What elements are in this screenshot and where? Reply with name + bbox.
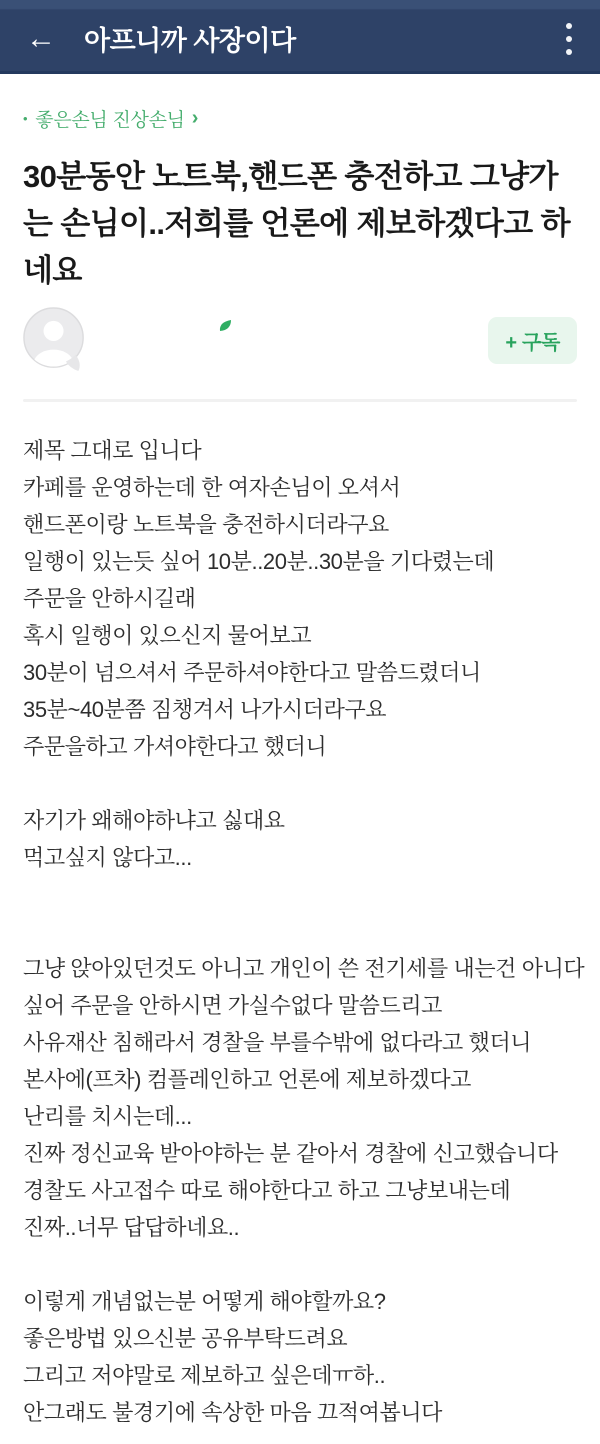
body-line: 경찰도 사고접수 따로 해야한다고 하고 그냥보내는데 (23, 1178, 511, 1203)
board-breadcrumb[interactable] (23, 105, 198, 132)
divider (23, 399, 577, 402)
post-title: 30분동안 노트북,핸드폰 충전하고 그냥가는 손님이..저희를 언론에 제보하겠다고 하네요 (23, 159, 570, 288)
body-line: 자기가 왜해야하냐고 싫대요 (23, 808, 285, 833)
post-body (23, 432, 585, 1431)
body-line: 핸드폰이랑 노트북을 충전하시더라구요 (23, 512, 389, 537)
body-line: 카페를 운영하는데 한 여자손님이 오셔서 (23, 475, 401, 500)
body-line: 그리고 저야말로 제보하고 싶은데ㅠ하.. (23, 1363, 386, 1388)
body-line: 일행이 있는듯 싶어 10분..20분..30분을 기다렸는데 (23, 549, 495, 574)
back-button[interactable] (22, 22, 60, 56)
body-line: 본사에(프차) 컴플레인하고 언론에 제보하겠다고 (23, 1067, 472, 1092)
avatar (23, 307, 86, 373)
body-line: 그냥 앉아있던것도 아니고 개인이 쓴 전기세를 내는건 아니다 (23, 956, 585, 981)
body-line: 좋은방법 있으신분 공유부탁드려요 (23, 1326, 348, 1351)
author-row (23, 307, 577, 373)
back-icon: ← (26, 21, 56, 55)
app-header (0, 0, 600, 74)
body-line: 진짜 정신교육 받아야하는 분 같아서 경찰에 신고했습니다 (23, 1141, 558, 1166)
subscribe-button[interactable]: + 구독 (488, 317, 577, 364)
body-line: 35분~40분쯤 짐챙겨서 나가시더라구요 (23, 697, 387, 722)
body-line: 난리를 치시는데... (23, 1104, 192, 1129)
bullet-icon: • (23, 111, 28, 126)
breadcrumb-label: 좋은손님 진상손님 (35, 110, 185, 131)
body-line: 싶어 주문을 안하시면 가실수없다 말씀드리고 (23, 993, 443, 1018)
post-page (0, 74, 600, 1431)
body-line: 주문을하고 가셔야한다고 했더니 (23, 734, 327, 759)
body-line: 진짜..너무 답답하네요.. (23, 1215, 240, 1240)
cafe-title: 아프니까 사장이다 (84, 26, 296, 56)
more-menu-button[interactable] (558, 19, 580, 59)
body-line: 주문을 안하시길래 (23, 586, 196, 611)
body-line: 제목 그대로 입니다 (23, 438, 202, 463)
chevron-right-icon: › (191, 107, 199, 129)
body-line: 먹고싶지 않다고... (23, 845, 192, 870)
body-line: 30분이 넘으셔서 주문하셔야한다고 말씀드렸더니 (23, 660, 481, 685)
body-line: 이렇게 개념없는분 어떻게 해야할까요? (23, 1289, 386, 1314)
body-line: 안그래도 불경기에 속상한 마음 끄적여봅니다 (23, 1400, 443, 1425)
body-line: 혹시 일행이 있으신지 물어보고 (23, 623, 312, 648)
body-line: 사유재산 침해라서 경찰을 부를수밖에 없다라고 했더니 (23, 1030, 532, 1055)
body-line (23, 876, 577, 913)
body-line (23, 765, 577, 802)
body-line (23, 913, 577, 950)
author-name-area (86, 307, 488, 373)
body-line (23, 1246, 577, 1283)
leaf-icon (218, 318, 234, 334)
kebab-menu-icon (566, 23, 572, 55)
